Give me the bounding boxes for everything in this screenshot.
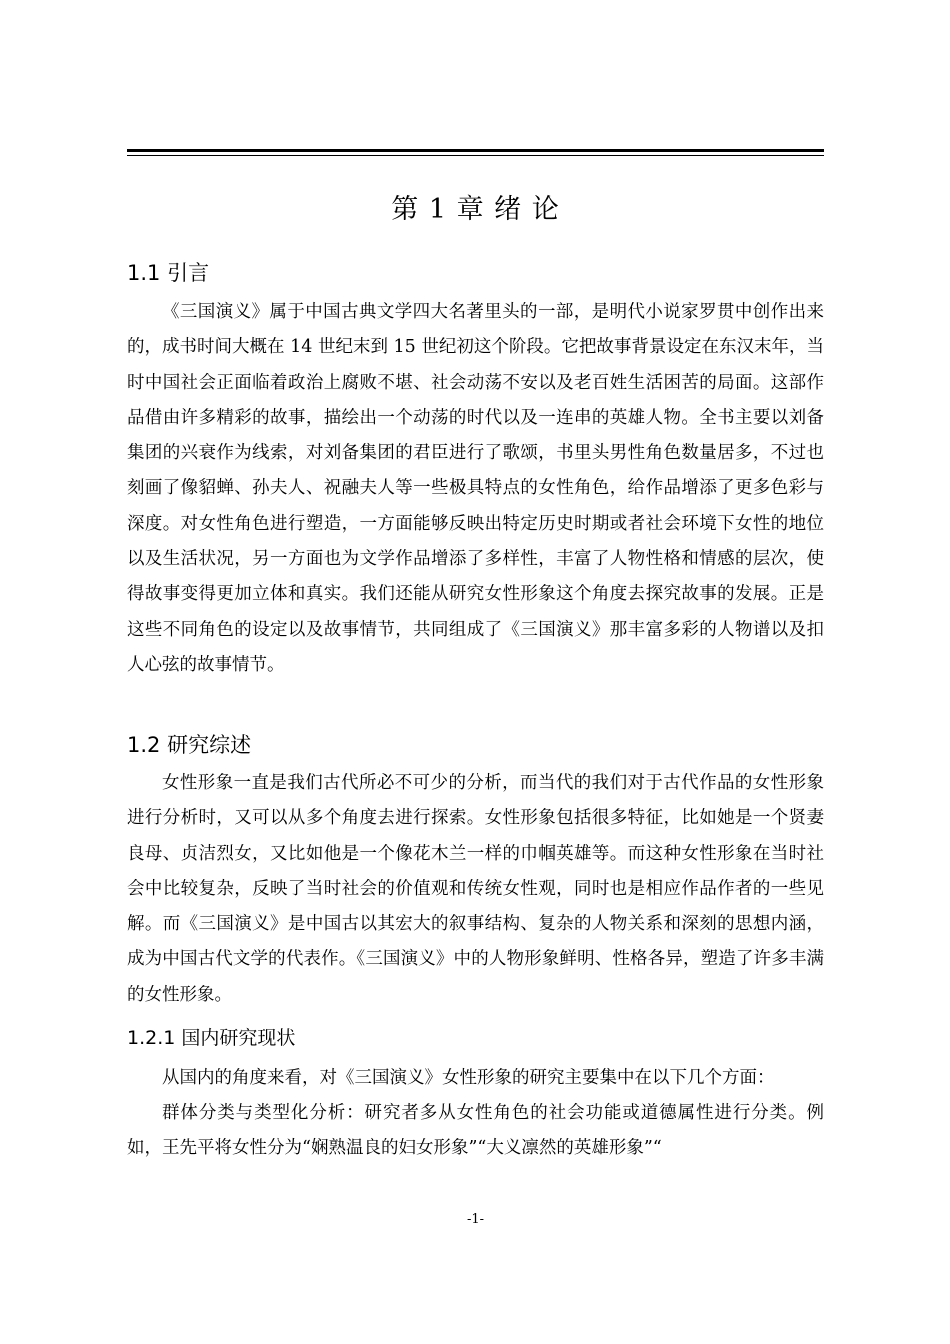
chapter-title: 第 1 章 绪 论 [391,194,560,225]
page-number: -1- [466,1212,485,1227]
subsection-heading-domestic: 1.2.1 国内研究现状 [127,1027,296,1049]
section-heading-intro: 1.1 引言 [127,261,210,285]
paragraph-review: 女性形象一直是我们古代所必不可少的分析，而当代的我们对于古代作品的女性形象进行分析时，又可以从多个角度去进行探索。女性形象包括很多特征，比如她是一个贤妻良母、贞洁烈女，又比如他是一个像花木兰一样的巾帼英雄等。而这种女性形象在当时社会中比较复杂，反映了当时社会的价值观和传统女性观，同时也是相应作品作者的一些见解。而《三国演义》是中国古以其宏大的叙事结构、复杂的人物关系和深刻的思想内涵，成为中国古代文学的代表作。《三国演义》中的人物形象鲜明、性格各异，塑造了许多丰满的女性形象。 [127,773,824,1005]
header-rule-thick [127,149,824,152]
paragraph-domestic-2: 群体分类与类型化分析：研究者多从女性角色的社会功能或道德属性进行分类。例如，王先平将女性分为“娴熟温良的妇女形象”“大义凛然的英雄形象”“ [127,1103,824,1159]
header-rule-thin [127,155,824,156]
paragraph-intro: 《三国演义》属于中国古典文学四大名著里头的一部，是明代小说家罗贯中创作出来的，成书时间大概在 14 世纪末到 15 世纪初这个阶段。它把故事背景设定在东汉末年，当时中国社会正面临着政治上腐败不堪、社会动荡不安以及老百姓生活困苦的局面。这部作品借由许多精彩的故事，描绘出一个动荡的时代以及一连串的英雄人物。全书主要以刘备集团的兴衰作为线索，对刘备集团的君臣进行了歌颂，书里头男性角色数量居多，不过也刻画了像貂蝉、孙夫人、祝融夫人等一些极具特点的女性角色，给作品增添了更多色彩与深度。对女性角色进行塑造，一方面能够反映出特定历史时期或者社会环境下女性的地位以及生活状况，另一方面也为文学作品增添了多样性，丰富了人物性格和情感的层次，使得故事变得更加立体和真实。我们还能从研究女性形象这个角度去探究故事的发展。正是这些不同角色的设定以及故事情节，共同组成了《三国演义》那丰富多彩的人物谱以及扣人心弦的故事情节。 [127,302,824,675]
section-heading-review: 1.2 研究综述 [127,733,252,757]
paragraph-domestic-1: 从国内的角度来看，对《三国演义》女性形象的研究主要集中在以下几个方面： [162,1068,775,1088]
